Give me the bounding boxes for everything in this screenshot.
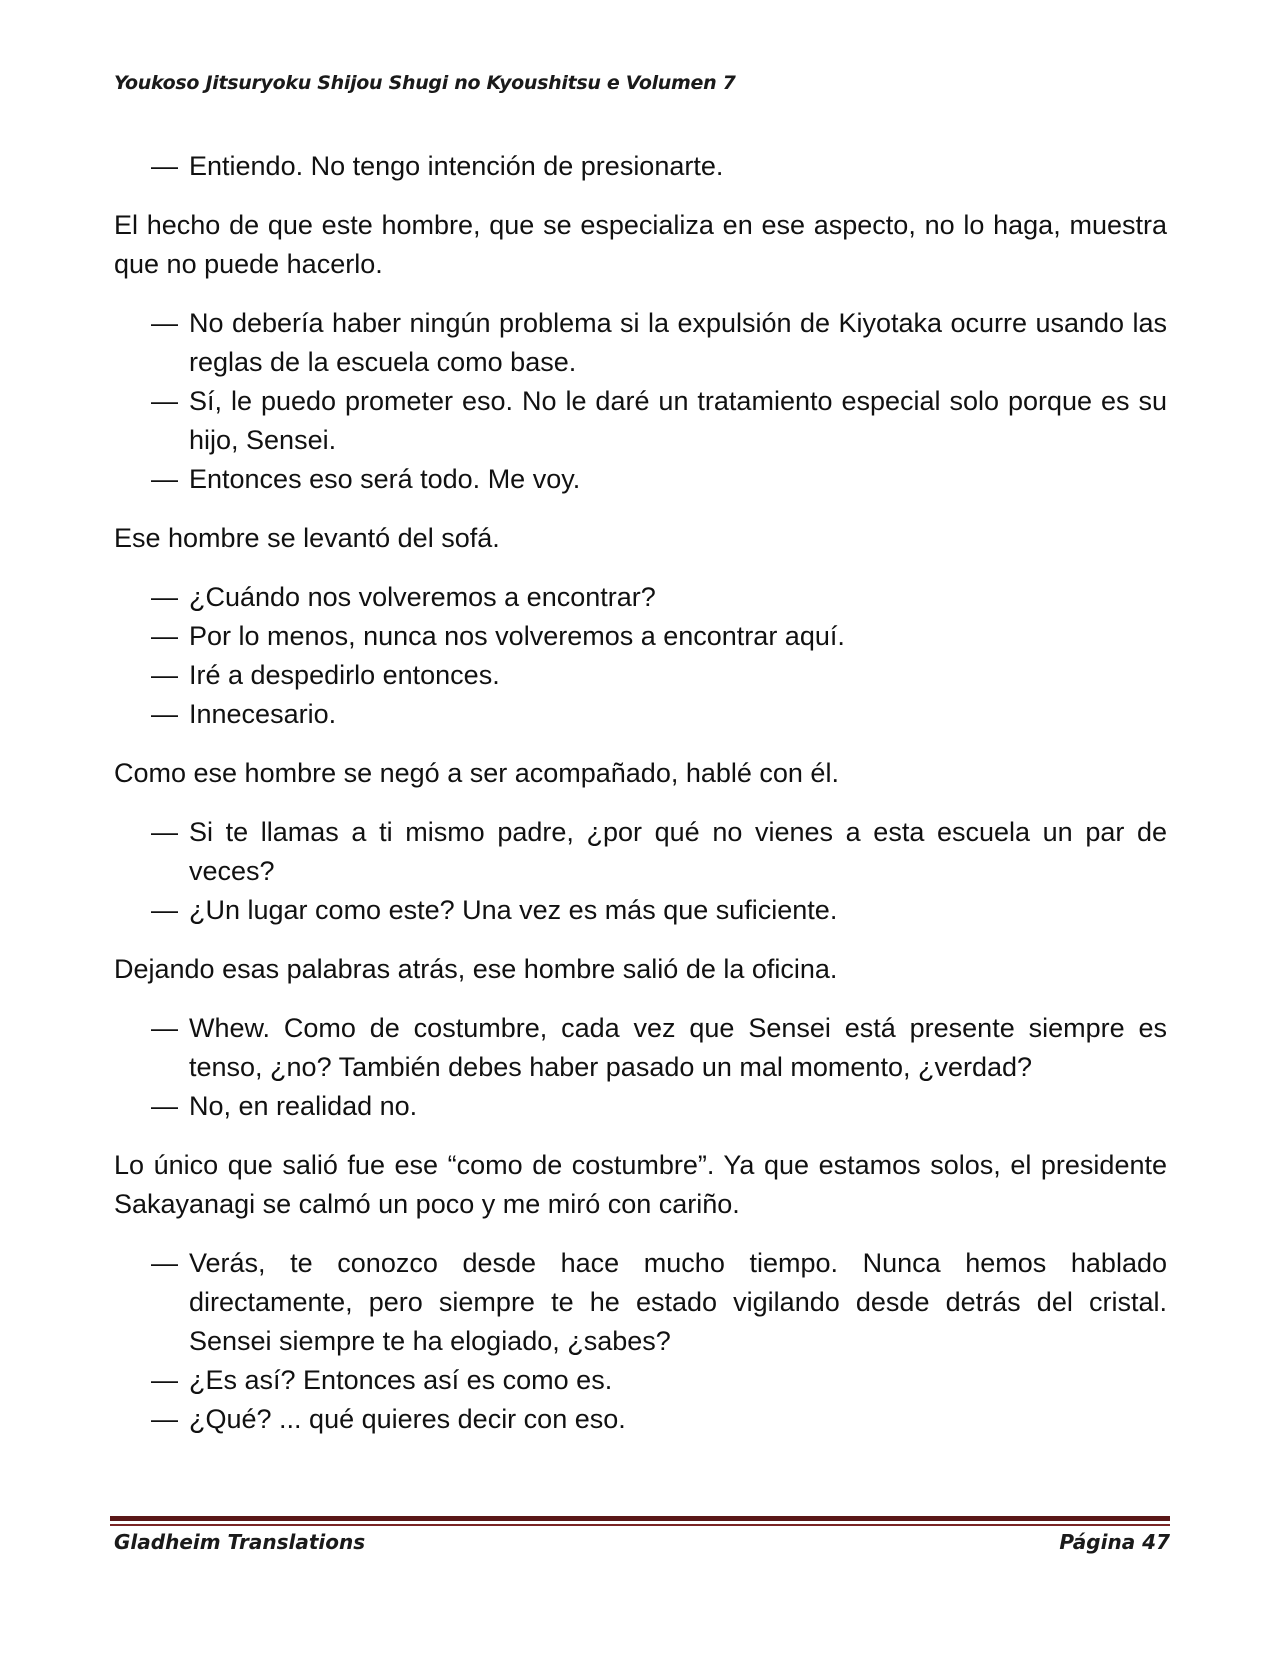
dialogue-line	[114, 1087, 1167, 1126]
narration-paragraph: Ese hombre se levantó del sofá.	[114, 523, 500, 553]
dialogue-text: No debería haber ningún problema si la expulsión de Kiyotaka ocurre usando las reglas de la escuela como base.	[189, 308, 1167, 377]
dialogue-text: Entiendo. No tengo intención de presionarte.	[189, 151, 724, 181]
dialogue-line	[114, 382, 1167, 460]
dialogue-group	[114, 1244, 1167, 1439]
dialogue-text: Por lo menos, nunca nos volveremos a encontrar aquí.	[189, 621, 845, 651]
dialogue-text: Entonces eso será todo. Me voy.	[189, 464, 581, 494]
dialogue-text: ¿Qué? ... qué quieres decir con eso.	[189, 1404, 626, 1434]
dialogue-group	[114, 1009, 1167, 1126]
dialogue-group	[114, 578, 1167, 734]
em-dash: —	[151, 1365, 178, 1395]
em-dash: —	[151, 582, 178, 612]
narration-paragraph: Como ese hombre se negó a ser acompañado, hablé con él.	[114, 758, 839, 788]
narration-paragraph: El hecho de que este hombre, que se especializa en ese aspecto, no lo haga, muestra que no puede hacerlo.	[114, 210, 1167, 279]
em-dash: —	[151, 1404, 178, 1434]
narration-paragraph: Dejando esas palabras atrás, ese hombre salió de la oficina.	[114, 954, 838, 984]
em-dash: —	[151, 1013, 178, 1043]
dialogue-text: Whew. Como de costumbre, cada vez que Sensei está presente siempre es tenso, ¿no? También debes haber pasado un mal momento, ¿verdad?	[189, 1013, 1167, 1082]
footer-publisher: Gladheim Translations	[114, 1530, 366, 1554]
narration-paragraph: Lo único que salió fue ese “como de costumbre”. Ya que estamos solos, el presidente Sakayanagi se calmó un poco y me miró con cariño.	[114, 1150, 1167, 1219]
dialogue-group	[114, 147, 1167, 186]
dialogue-line	[114, 1009, 1167, 1087]
dialogue-line	[114, 1361, 1167, 1400]
em-dash: —	[151, 464, 178, 494]
dialogue-text: Innecesario.	[189, 699, 337, 729]
dialogue-line	[114, 813, 1167, 891]
dialogue-text: Si te llamas a ti mismo padre, ¿por qué no vienes a esta escuela un par de veces?	[189, 817, 1167, 886]
dialogue-group	[114, 304, 1167, 499]
footer-page-number: Página 47	[1059, 1530, 1170, 1554]
dialogue-line	[114, 304, 1167, 382]
dialogue-text: No, en realidad no.	[189, 1091, 418, 1121]
em-dash: —	[151, 1091, 178, 1121]
em-dash: —	[151, 817, 178, 847]
dialogue-text: ¿Es así? Entonces así es como es.	[189, 1365, 613, 1395]
em-dash: —	[151, 1248, 178, 1278]
em-dash: —	[151, 151, 178, 181]
dialogue-line	[114, 1400, 1167, 1439]
dialogue-text: ¿Un lugar como este? Una vez es más que suficiente.	[189, 895, 838, 925]
dialogue-text: Verás, te conozco desde hace mucho tiempo. Nunca hemos hablado directamente, pero siempre te he estado vigilando desde detrás del cristal. Sensei siempre te ha elogiado, ¿sabes?	[189, 1248, 1167, 1356]
dialogue-line	[114, 578, 1167, 617]
dialogue-line	[114, 147, 1167, 186]
dialogue-text: ¿Cuándo nos volveremos a encontrar?	[189, 582, 656, 612]
dialogue-line	[114, 891, 1167, 930]
dialogue-group	[114, 813, 1167, 930]
em-dash: —	[151, 386, 178, 416]
footer-divider-thin	[110, 1524, 1170, 1526]
dialogue-line	[114, 656, 1167, 695]
page-header-title: Youkoso Jitsuryoku Shijou Shugi no Kyoushitsu e Volumen 7	[114, 72, 736, 94]
page-body	[114, 147, 1167, 1459]
em-dash: —	[151, 621, 178, 651]
dialogue-text: Iré a despedirlo entonces.	[189, 660, 500, 690]
dialogue-line	[114, 1244, 1167, 1361]
dialogue-line	[114, 460, 1167, 499]
em-dash: —	[151, 308, 178, 338]
dialogue-line	[114, 617, 1167, 656]
em-dash: —	[151, 660, 178, 690]
dialogue-text: Sí, le puedo prometer eso. No le daré un tratamiento especial solo porque es su hijo, Sensei.	[189, 386, 1167, 455]
em-dash: —	[151, 699, 178, 729]
footer-divider-thick	[110, 1516, 1170, 1521]
em-dash: —	[151, 895, 178, 925]
dialogue-line	[114, 695, 1167, 734]
